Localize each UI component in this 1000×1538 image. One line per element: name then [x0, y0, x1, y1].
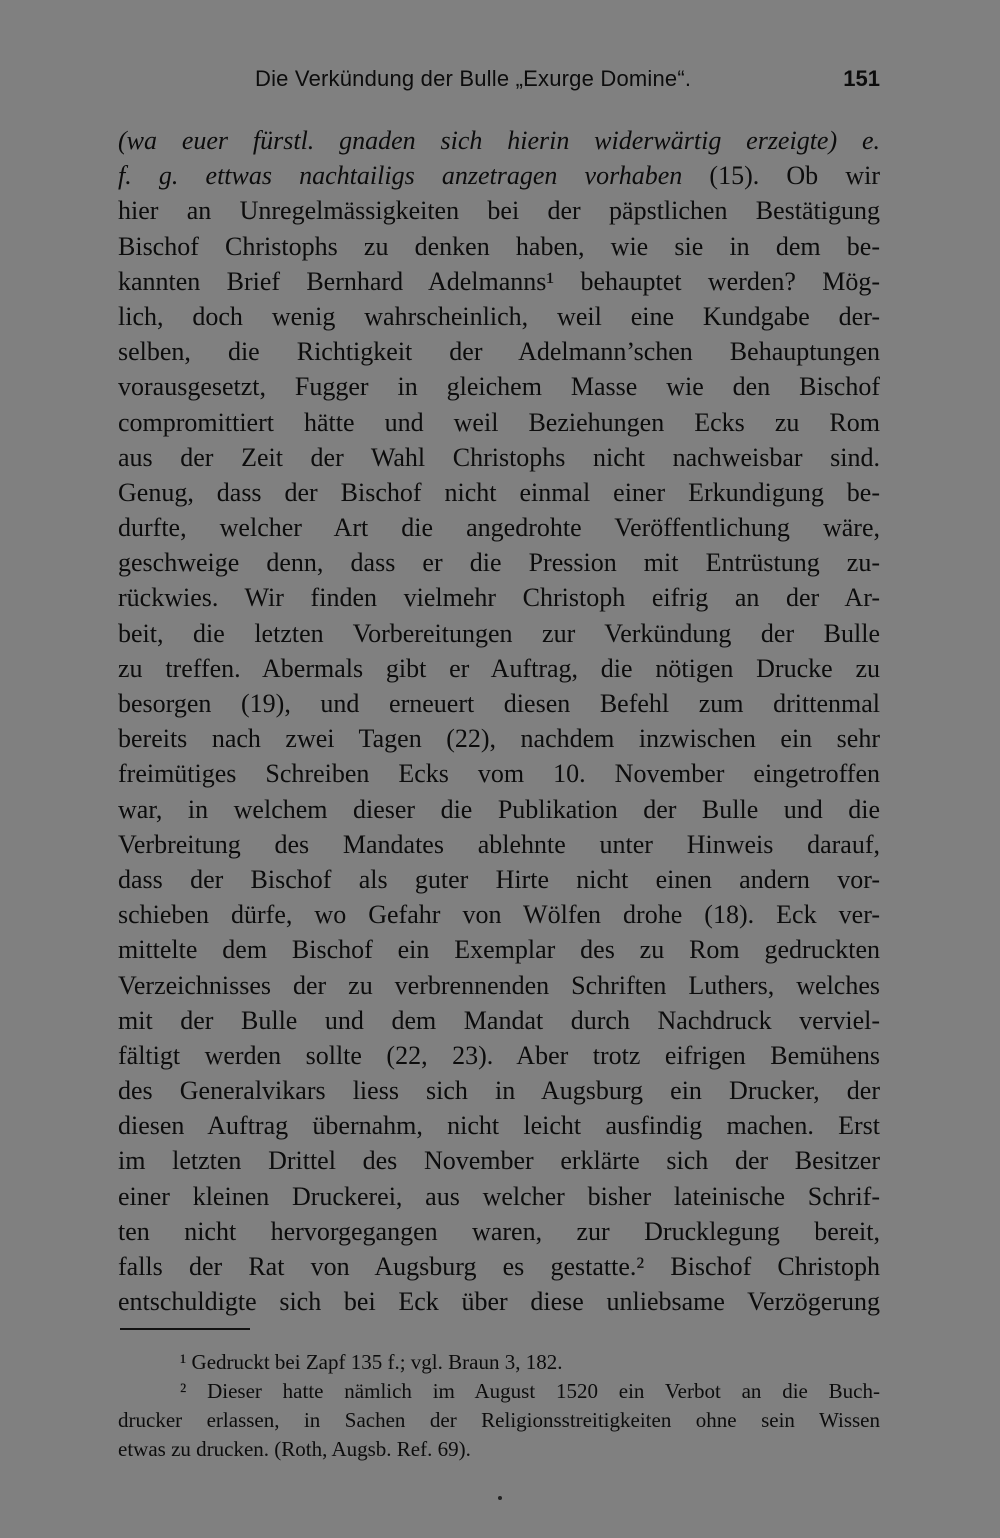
text-line: entschuldigte sich bei Eck über diese unliebsame Verzögerung: [118, 1287, 880, 1317]
footnotes: [118, 1348, 880, 1464]
text-line: mit der Bulle und dem Mandat durch Nachdruck verviel-: [118, 1005, 880, 1035]
text-line: kannten Brief Bernhard Adelmanns¹ behauptet werden? Mög-: [118, 266, 880, 296]
footnote-2-line: drucker erlassen, in Sachen der Religionsstreitigkeiten ohne sein Wissen: [118, 1408, 880, 1432]
text-line: falls der Rat von Augsburg es gestatte.² Bischof Christoph: [118, 1252, 880, 1281]
text-line: Verbreitung des Mandates ablehnte unter Hinweis darauf,: [118, 829, 880, 859]
footnote-2-line: etwas zu drucken. (Roth, Augsb. Ref. 69).: [118, 1437, 471, 1461]
running-title: Die Verkündung der Bulle „Exurge Domine“.: [255, 66, 692, 91]
text-line: durfte, welcher Art die angedrohte Veröffentlichung wäre,: [118, 513, 880, 543]
text-line: fältigt werden sollte (22, 23). Aber trotz eifrigen Bemühens: [118, 1040, 880, 1070]
text-line: (wa euer fürstl. gnaden sich hierin widerwärtig erzeigte) e.: [118, 126, 880, 155]
text-line: ten nicht hervorgegangen waren, zur Drucklegung bereit,: [118, 1216, 880, 1246]
text-line: Genug, dass der Bischof nicht einmal einer Erkundigung be-: [118, 477, 880, 507]
text-line: freimütiges Schreiben Ecks vom 10. November eingetroffen: [118, 759, 880, 789]
print-speck: [498, 1496, 502, 1500]
text-fragment: (15). Ob wir: [682, 161, 880, 191]
text-line: [118, 158, 880, 193]
text-line: einer kleinen Druckerei, aus welcher bisher lateinische Schrif-: [118, 1181, 880, 1211]
text-line: geschweige denn, dass er die Pression mit Entrüstung zu-: [118, 548, 880, 578]
text-line: hier an Unregelmässigkeiten bei der päpstlichen Bestätigung: [118, 196, 880, 226]
text-line: Bischof Christophs zu denken haben, wie sie in dem be-: [118, 231, 880, 261]
body-text: [118, 123, 880, 1319]
text-line: rückwies. Wir finden vielmehr Christoph eifrig an der Ar-: [118, 583, 880, 613]
text-line: compromittiert hätte und weil Beziehungen Ecks zu Rom: [118, 407, 880, 437]
text-line: vorausgesetzt, Fugger in gleichem Masse wie den Bischof: [118, 372, 880, 402]
text-line: besorgen (19), und erneuert diesen Befehl zum drittenmal: [118, 689, 880, 718]
running-head: [120, 60, 880, 100]
text-line: diesen Auftrag übernahm, nicht leicht ausfindig machen. Erst: [118, 1111, 880, 1141]
text-line: beit, die letzten Vorbereitungen zur Verkündung der Bulle: [118, 618, 880, 648]
text-line: aus der Zeit der Wahl Christophs nicht nachweisbar sind.: [118, 442, 880, 472]
text-line: schieben dürfe, wo Gefahr von Wölfen drohe (18). Eck ver-: [118, 900, 880, 930]
text-line: Verzeichnisses der zu verbrennenden Schriften Luthers, welches: [118, 970, 880, 1000]
footnote-2-line: ² Dieser hatte nämlich im August 1520 ein Verbot an die Buch-: [180, 1379, 880, 1403]
footnote-1: ¹ Gedruckt bei Zapf 135 f.; vgl. Braun 3, 182.: [180, 1350, 563, 1374]
text-line: im letzten Drittel des November erklärte sich der Besitzer: [118, 1146, 880, 1176]
text-line: zu treffen. Abermals gibt er Auftrag, die nötigen Drucke zu: [118, 653, 880, 683]
text-line: war, in welchem dieser die Publikation der Bulle und die: [118, 794, 880, 824]
text-line: selben, die Richtigkeit der Adelmann’schen Behauptungen: [118, 337, 880, 367]
text-line: des Generalvikars liess sich in Augsburg ein Drucker, der: [118, 1076, 880, 1106]
quoted-phrase: f. g. ettwas nachtailigs anzetragen vorhaben: [118, 161, 683, 191]
text-line: mittelte dem Bischof ein Exemplar des zu Rom gedruckten: [118, 935, 880, 965]
text-line: dass der Bischof als guter Hirte nicht einen andern vor-: [118, 864, 880, 894]
text-line: lich, doch wenig wahrscheinlich, weil eine Kundgabe der-: [118, 301, 880, 331]
text-line: bereits nach zwei Tagen (22), nachdem inzwischen ein sehr: [118, 724, 880, 754]
page-number: 151: [843, 66, 880, 91]
footnote-divider: [120, 1328, 250, 1330]
